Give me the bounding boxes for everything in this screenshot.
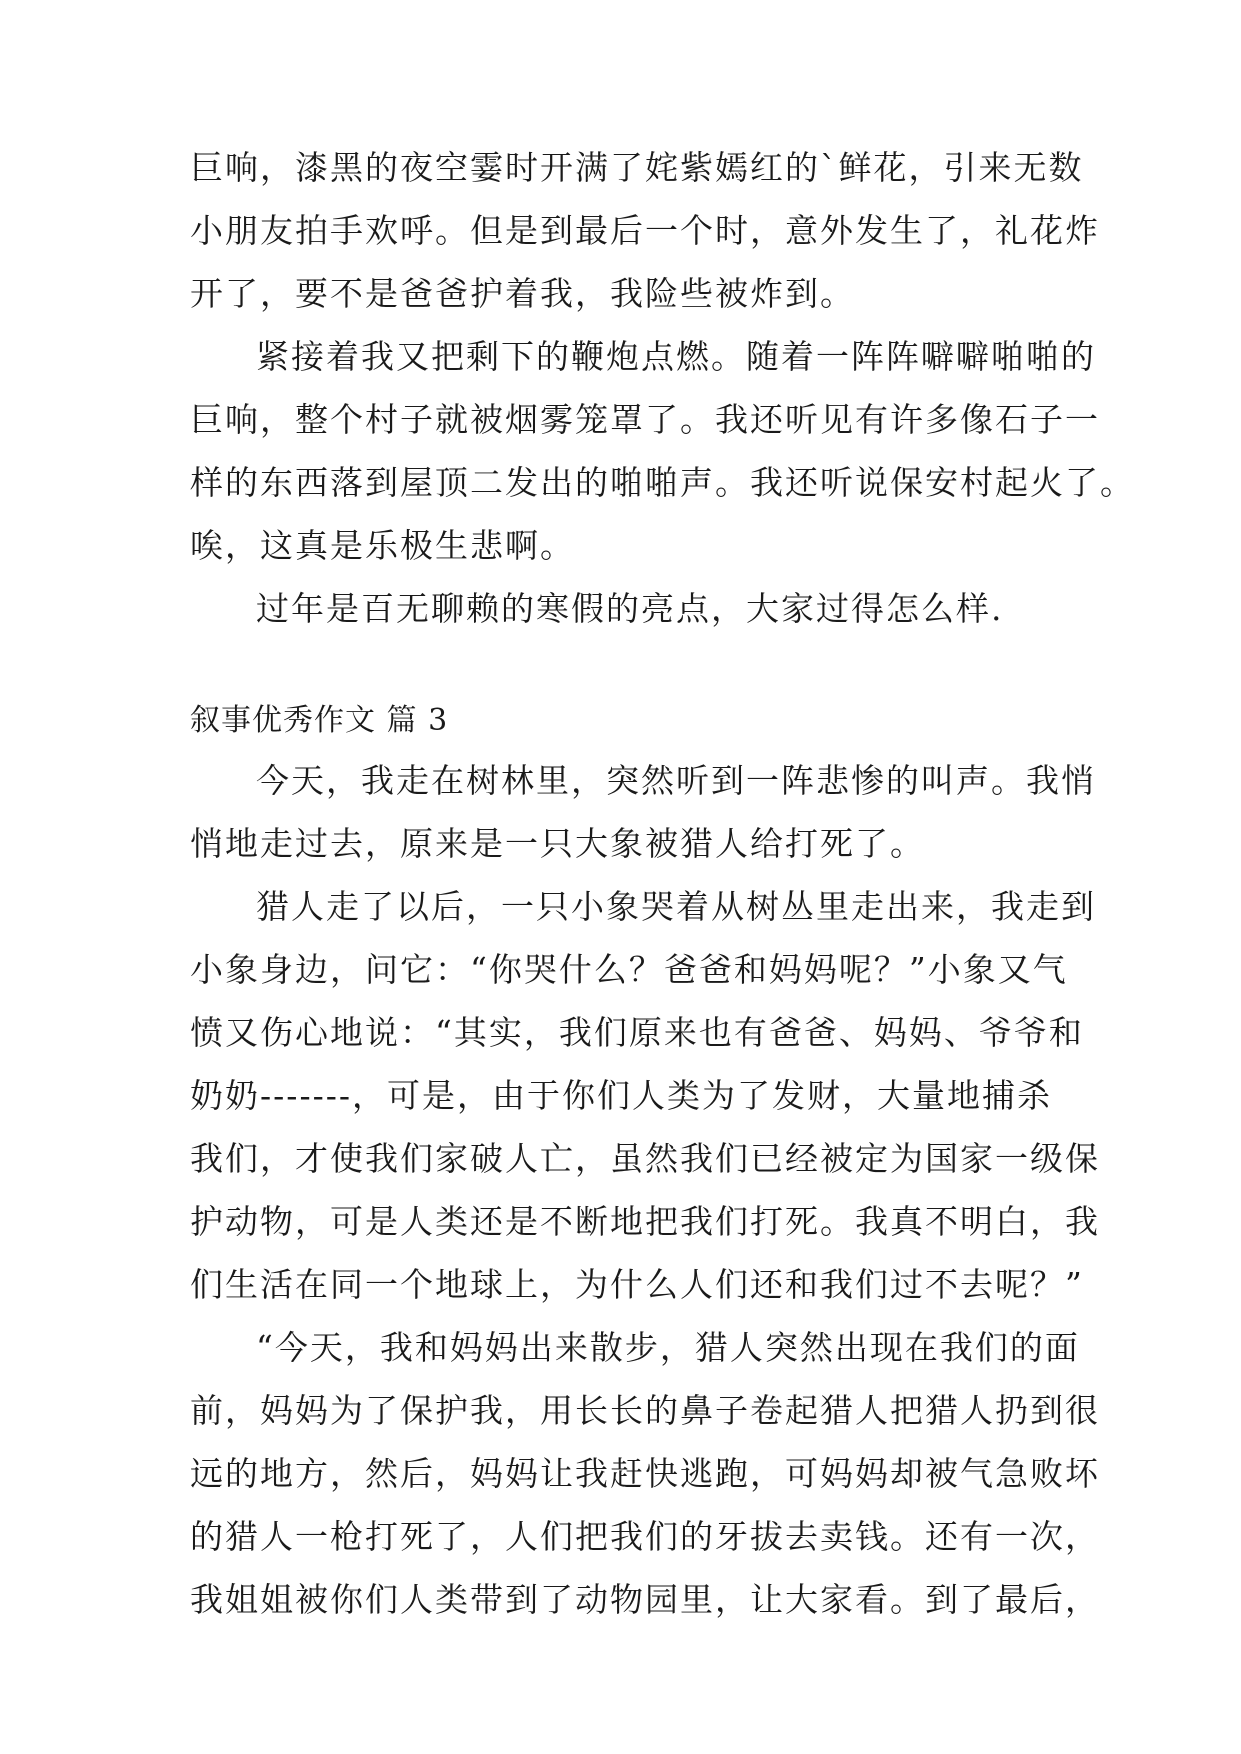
paragraph-line: 前，妈妈为了保护我，用长长的鼻子卷起猎人把猎人扔到很 [190, 1391, 1100, 1430]
paragraph-line: 猎人走了以后，一只小象哭着从树丛里走出来，我走到 [256, 887, 1096, 926]
paragraph-line: 巨响，整个村子就被烟雾笼罩了。我还听见有许多像石子一 [190, 400, 1100, 439]
paragraph-line: 我们，才使我们家破人亡，虽然我们已经被定为国家一级保 [190, 1139, 1100, 1178]
paragraph-line: “今天，我和妈妈出来散步，猎人突然出现在我们的面 [256, 1328, 1080, 1367]
section-title: 叙事优秀作文 篇 3 [190, 703, 449, 738]
paragraph-line: 开了，要不是爸爸护着我，我险些被炸到。 [190, 274, 855, 313]
paragraph-line: 我姐姐被你们人类带到了动物园里，让大家看。到了最后， [190, 1580, 1100, 1619]
paragraph-line: 愤又伤心地说：“其实，我们原来也有爸爸、妈妈、爷爷和 [190, 1013, 1084, 1052]
paragraph-line: 过年是百无聊赖的寒假的亮点，大家过得怎么样. [256, 589, 1004, 628]
paragraph-line: 悄地走过去，原来是一只大象被猎人给打死了。 [190, 824, 925, 863]
paragraph-line: 小象身边，问它：“你哭什么？爸爸和妈妈呢？”小象又气 [190, 950, 1068, 989]
paragraph-line: 样的东西落到屋顶二发出的啪啪声。我还听说保安村起火了。 [190, 463, 1135, 502]
paragraph-line: 小朋友拍手欢呼。但是到最后一个时，意外发生了，礼花炸 [190, 211, 1100, 250]
paragraph-line: 护动物，可是人类还是不断地把我们打死。我真不明白，我 [190, 1202, 1100, 1241]
paragraph-line: 唉，这真是乐极生悲啊。 [190, 526, 575, 565]
paragraph-line: 奶奶-------，可是，由于你们人类为了发财，大量地捕杀 [190, 1076, 1053, 1115]
paragraph-line: 远的地方，然后，妈妈让我赶快逃跑，可妈妈却被气急败坏 [190, 1454, 1100, 1493]
paragraph-line: 的猎人一枪打死了，人们把我们的牙拔去卖钱。还有一次， [190, 1517, 1100, 1556]
paragraph-line: 今天，我走在树林里，突然听到一阵悲惨的叫声。我悄 [256, 761, 1096, 800]
paragraph-line: 们生活在同一个地球上，为什么人们还和我们过不去呢？” [190, 1265, 1084, 1304]
paragraph-line: 巨响，漆黑的夜空霎时开满了姹紫嫣红的`鲜花，引来无数 [190, 148, 1084, 187]
paragraph-line: 紧接着我又把剩下的鞭炮点燃。随着一阵阵噼噼啪啪的 [256, 337, 1096, 376]
